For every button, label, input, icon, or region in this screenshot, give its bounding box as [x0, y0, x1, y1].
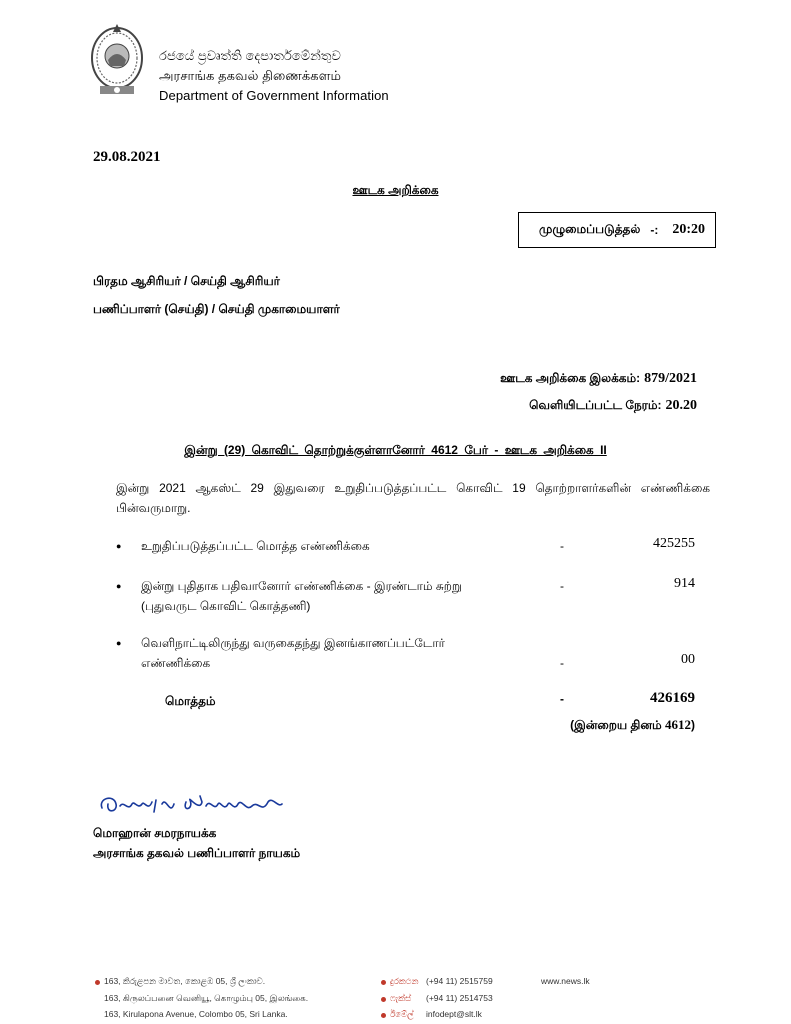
release-number-value: 879/2021: [644, 371, 697, 386]
total-value: 426169: [650, 690, 695, 706]
department-name-english: Department of Government Information: [159, 88, 389, 103]
footer-address-line: 163, கிருலப்பனை வெனியூ, கொழும்பு 05, இலங்கை.: [104, 993, 309, 1003]
signer-title: அரசாங்க தகவல் பணிப்பாளர் நாயகம்: [93, 846, 301, 860]
list-item: இன்று புதிதாக பதிவானோர் எண்ணிக்கை - இரண்டாம் சுற்று: [141, 579, 462, 593]
list-item: உறுதிப்படுத்தப்பட்ட மொத்த எண்ணிக்கை: [141, 539, 370, 553]
list-item-subline: எண்ணிக்கை: [141, 656, 211, 670]
update-separator: -:: [650, 223, 659, 237]
list-item-subline: (புதுவருட கொவிட் கொத்தணி): [141, 599, 311, 613]
today-count: [570, 717, 695, 734]
item-value: 00: [681, 652, 695, 667]
phone-icon: [381, 980, 386, 985]
bullet-icon: ●: [116, 541, 122, 551]
signer-name: மொஹான் சமரநாயக்க: [93, 826, 217, 840]
item-dash: -: [560, 656, 564, 670]
contact-value: (+94 11) 2515759: [426, 976, 493, 986]
intro-paragraph: இன்று 2021 ஆகஸ்ட் 29 இதுவரை உறுதிப்படுத்தப்பட்ட கொவிட் 19 தொற்றாளர்களின் எண்ணிக்கை பின்வருமாறு.: [116, 481, 710, 515]
list-item: வெளிநாட்டிலிருந்து வருகைதந்து இனங்காணப்பட்டோர்: [141, 636, 445, 650]
contact-label: ඊමේල්: [390, 1009, 414, 1019]
media-release-title: ஊடக அறிக்கை: [352, 183, 439, 197]
bullet-icon: ●: [116, 638, 122, 648]
department-name-tamil: அரசாங்க தகவல் திணைக்களம்: [159, 68, 342, 83]
item-dash: -: [560, 579, 564, 593]
bullet-icon: ●: [116, 581, 122, 591]
website-link[interactable]: www.news.lk: [541, 976, 590, 986]
contact-value: infodept@slt.lk: [426, 1009, 482, 1019]
today-number: 4612: [665, 717, 691, 732]
total-label: மொத்தம்: [165, 694, 216, 708]
department-name-sinhala: රජයේ ප්‍රවෘත්ති දෙපාර්තමේන්තුව: [159, 48, 341, 63]
item-value: 425255: [653, 536, 695, 551]
release-number: [500, 371, 697, 387]
addressee-line: பணிப்பாளர் (செய்தி) / செய்தி முகாமையாளர்: [93, 302, 340, 316]
fax-icon: [381, 997, 386, 1002]
today-close: ): [691, 718, 695, 732]
update-label: முழுமைப்படுத்தல்: [539, 222, 641, 236]
bullet-icon: [95, 980, 100, 985]
addressee-line: பிரதம ஆசிரியர் / செய்தி ஆசிரியர்: [93, 274, 280, 288]
footer-address-line: 163, Kirulapona Avenue, Colombo 05, Sri Lanka.: [104, 1009, 288, 1019]
contact-label: දුරකථන: [390, 976, 419, 986]
update-time-box: [518, 212, 716, 248]
item-value: 914: [674, 576, 695, 591]
document-date: 29.08.2021: [93, 149, 161, 165]
footer-address-line: 163, කිරුළපන මාවත, කොළඹ 05, ශ්‍රී ලංකාව.: [104, 976, 266, 986]
contact-value: (+94 11) 2514753: [426, 993, 493, 1003]
update-time: 20:20: [672, 222, 705, 237]
contact-label: ෆැක්ස්: [390, 993, 412, 1003]
email-icon: [381, 1013, 386, 1018]
release-number-label: ஊடக அறிக்கை இலக்கம்:: [500, 371, 641, 385]
release-time-label: வெளியிடப்பட்ட நேரம்:: [529, 398, 662, 412]
release-time-value: 20.20: [665, 398, 697, 413]
government-emblem-icon: [88, 20, 146, 100]
handwritten-signature: [96, 790, 286, 830]
headline: இன்று (29) கொவிட் தொற்றுக்குள்ளானோர் 4612 பேர் - ஊடக அறிக்கை II: [184, 443, 607, 457]
total-dash: -: [560, 692, 564, 706]
item-dash: -: [560, 539, 564, 553]
today-label: (இன்றைய தினம்: [570, 718, 662, 732]
release-time: [529, 398, 697, 414]
